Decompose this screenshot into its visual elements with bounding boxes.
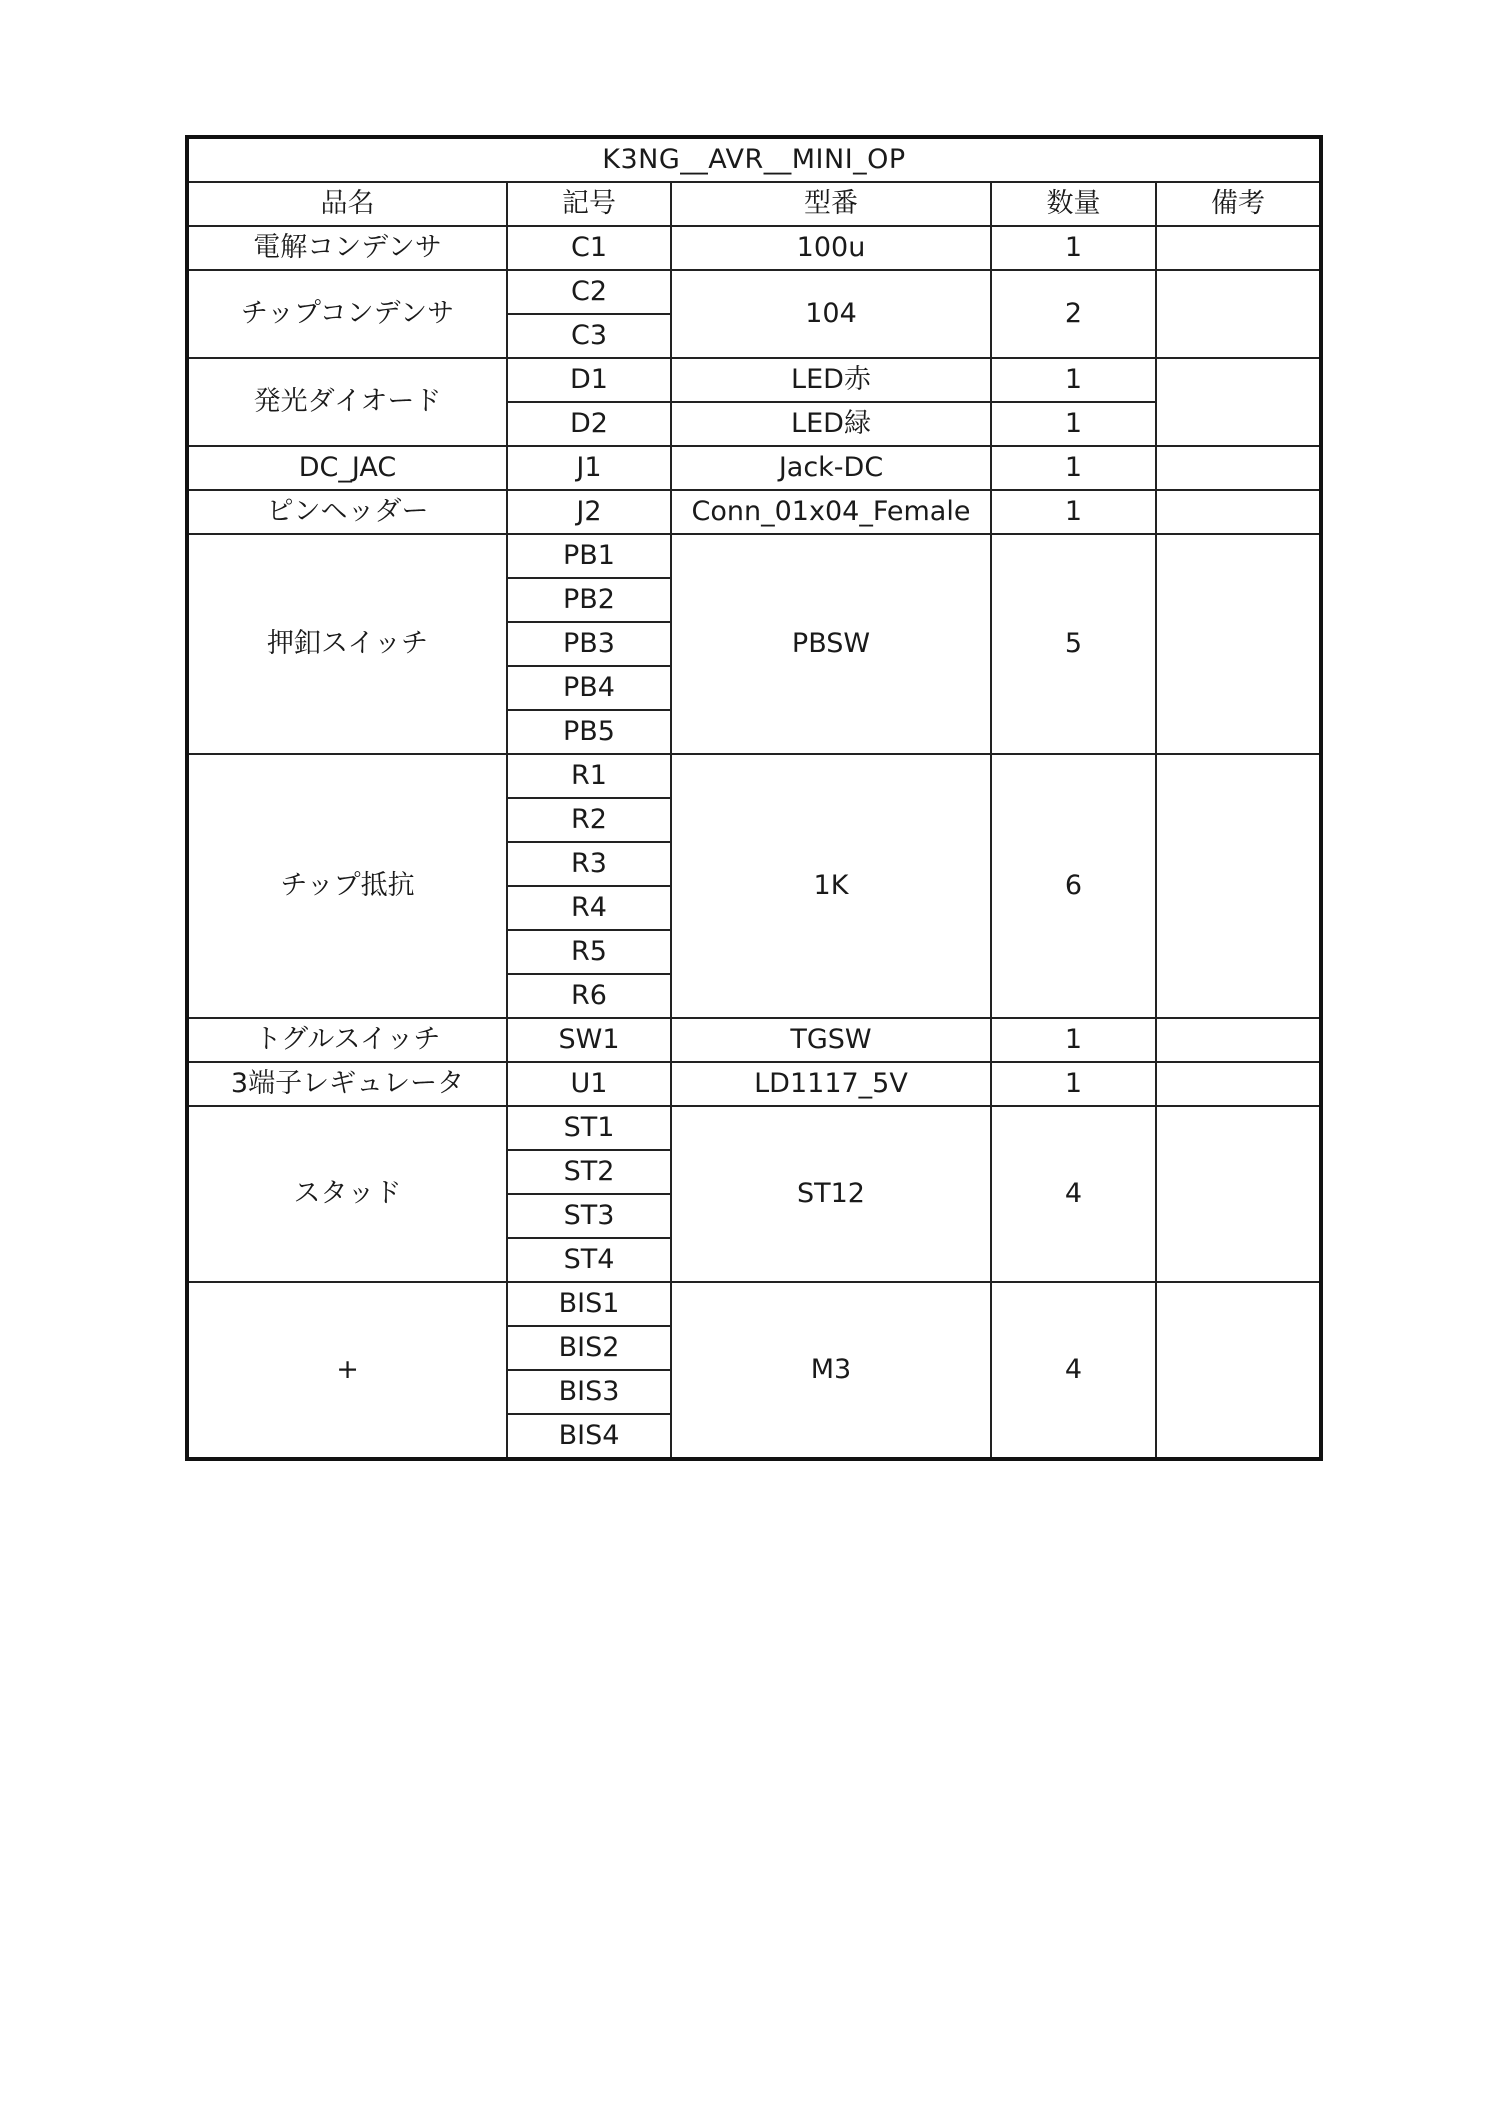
header-row [187, 182, 1321, 226]
item-qty: 1 [991, 1062, 1156, 1106]
item-ref: D2 [507, 402, 671, 446]
item-name: チップ抵抗 [187, 754, 507, 1018]
item-ref: J2 [507, 490, 671, 534]
item-ref: BIS2 [507, 1326, 671, 1370]
item-name: + [187, 1282, 507, 1459]
item-part: M3 [671, 1282, 991, 1459]
item-ref: R4 [507, 886, 671, 930]
item-part: TGSW [671, 1018, 991, 1062]
table-row [187, 446, 1321, 490]
item-ref: PB2 [507, 578, 671, 622]
item-ref: J1 [507, 446, 671, 490]
item-qty: 6 [991, 754, 1156, 1018]
item-name: トグルスイッチ [187, 1018, 507, 1062]
item-qty: 2 [991, 270, 1156, 358]
table-row [187, 358, 1321, 402]
item-ref: R2 [507, 798, 671, 842]
item-ref: ST2 [507, 1150, 671, 1194]
item-part: LED緑 [671, 402, 991, 446]
item-ref: PB3 [507, 622, 671, 666]
item-part: 104 [671, 270, 991, 358]
item-ref: PB4 [507, 666, 671, 710]
item-qty: 5 [991, 534, 1156, 754]
item-ref: BIS1 [507, 1282, 671, 1326]
item-name: 3端子レギュレータ [187, 1062, 507, 1106]
table-row [187, 490, 1321, 534]
item-ref: D1 [507, 358, 671, 402]
parts-list-table [185, 135, 1323, 1461]
item-note [1156, 534, 1321, 754]
item-qty: 4 [991, 1106, 1156, 1282]
header-ref: 記号 [507, 182, 671, 226]
item-name: スタッド [187, 1106, 507, 1282]
item-ref: SW1 [507, 1018, 671, 1062]
item-qty: 1 [991, 358, 1156, 402]
item-ref: BIS3 [507, 1370, 671, 1414]
item-ref: R6 [507, 974, 671, 1018]
item-ref: ST3 [507, 1194, 671, 1238]
item-ref: ST1 [507, 1106, 671, 1150]
item-ref: C1 [507, 226, 671, 270]
item-note [1156, 226, 1321, 270]
item-qty: 1 [991, 402, 1156, 446]
item-note [1156, 754, 1321, 1018]
table-row [187, 1062, 1321, 1106]
item-qty: 1 [991, 1018, 1156, 1062]
item-name: 押釦スイッチ [187, 534, 507, 754]
item-qty: 4 [991, 1282, 1156, 1459]
item-note [1156, 358, 1321, 446]
item-ref: PB5 [507, 710, 671, 754]
table-row [187, 754, 1321, 798]
item-ref: R1 [507, 754, 671, 798]
item-ref: ST4 [507, 1238, 671, 1282]
table-row [187, 534, 1321, 578]
header-qty: 数量 [991, 182, 1156, 226]
item-name: ピンヘッダー [187, 490, 507, 534]
item-note [1156, 270, 1321, 358]
item-part: LED赤 [671, 358, 991, 402]
item-note [1156, 446, 1321, 490]
item-name: 発光ダイオード [187, 358, 507, 446]
title-row [187, 137, 1321, 182]
item-part: 100u [671, 226, 991, 270]
item-note [1156, 1018, 1321, 1062]
header-note: 備考 [1156, 182, 1321, 226]
header-name: 品名 [187, 182, 507, 226]
item-ref: BIS4 [507, 1414, 671, 1459]
item-note [1156, 1106, 1321, 1282]
item-note [1156, 1062, 1321, 1106]
table-row [187, 1282, 1321, 1326]
table-row [187, 1106, 1321, 1150]
table-body [187, 226, 1321, 1459]
table-row [187, 270, 1321, 314]
item-ref: R3 [507, 842, 671, 886]
item-ref: PB1 [507, 534, 671, 578]
item-part: Jack-DC [671, 446, 991, 490]
item-part: ST12 [671, 1106, 991, 1282]
item-ref: C2 [507, 270, 671, 314]
item-ref: R5 [507, 930, 671, 974]
table-row [187, 1018, 1321, 1062]
item-part: Conn_01x04_Female [671, 490, 991, 534]
item-part: 1K [671, 754, 991, 1018]
item-name: DC_JAC [187, 446, 507, 490]
item-part: LD1117_5V [671, 1062, 991, 1106]
item-name: 電解コンデンサ [187, 226, 507, 270]
item-ref: U1 [507, 1062, 671, 1106]
item-qty: 1 [991, 226, 1156, 270]
item-qty: 1 [991, 446, 1156, 490]
table-title: K3NG__AVR__MINI_OP [187, 137, 1321, 182]
item-name: チップコンデンサ [187, 270, 507, 358]
item-note [1156, 490, 1321, 534]
item-ref: C3 [507, 314, 671, 358]
item-qty: 1 [991, 490, 1156, 534]
header-part: 型番 [671, 182, 991, 226]
table-row [187, 226, 1321, 270]
item-part: PBSW [671, 534, 991, 754]
item-note [1156, 1282, 1321, 1459]
